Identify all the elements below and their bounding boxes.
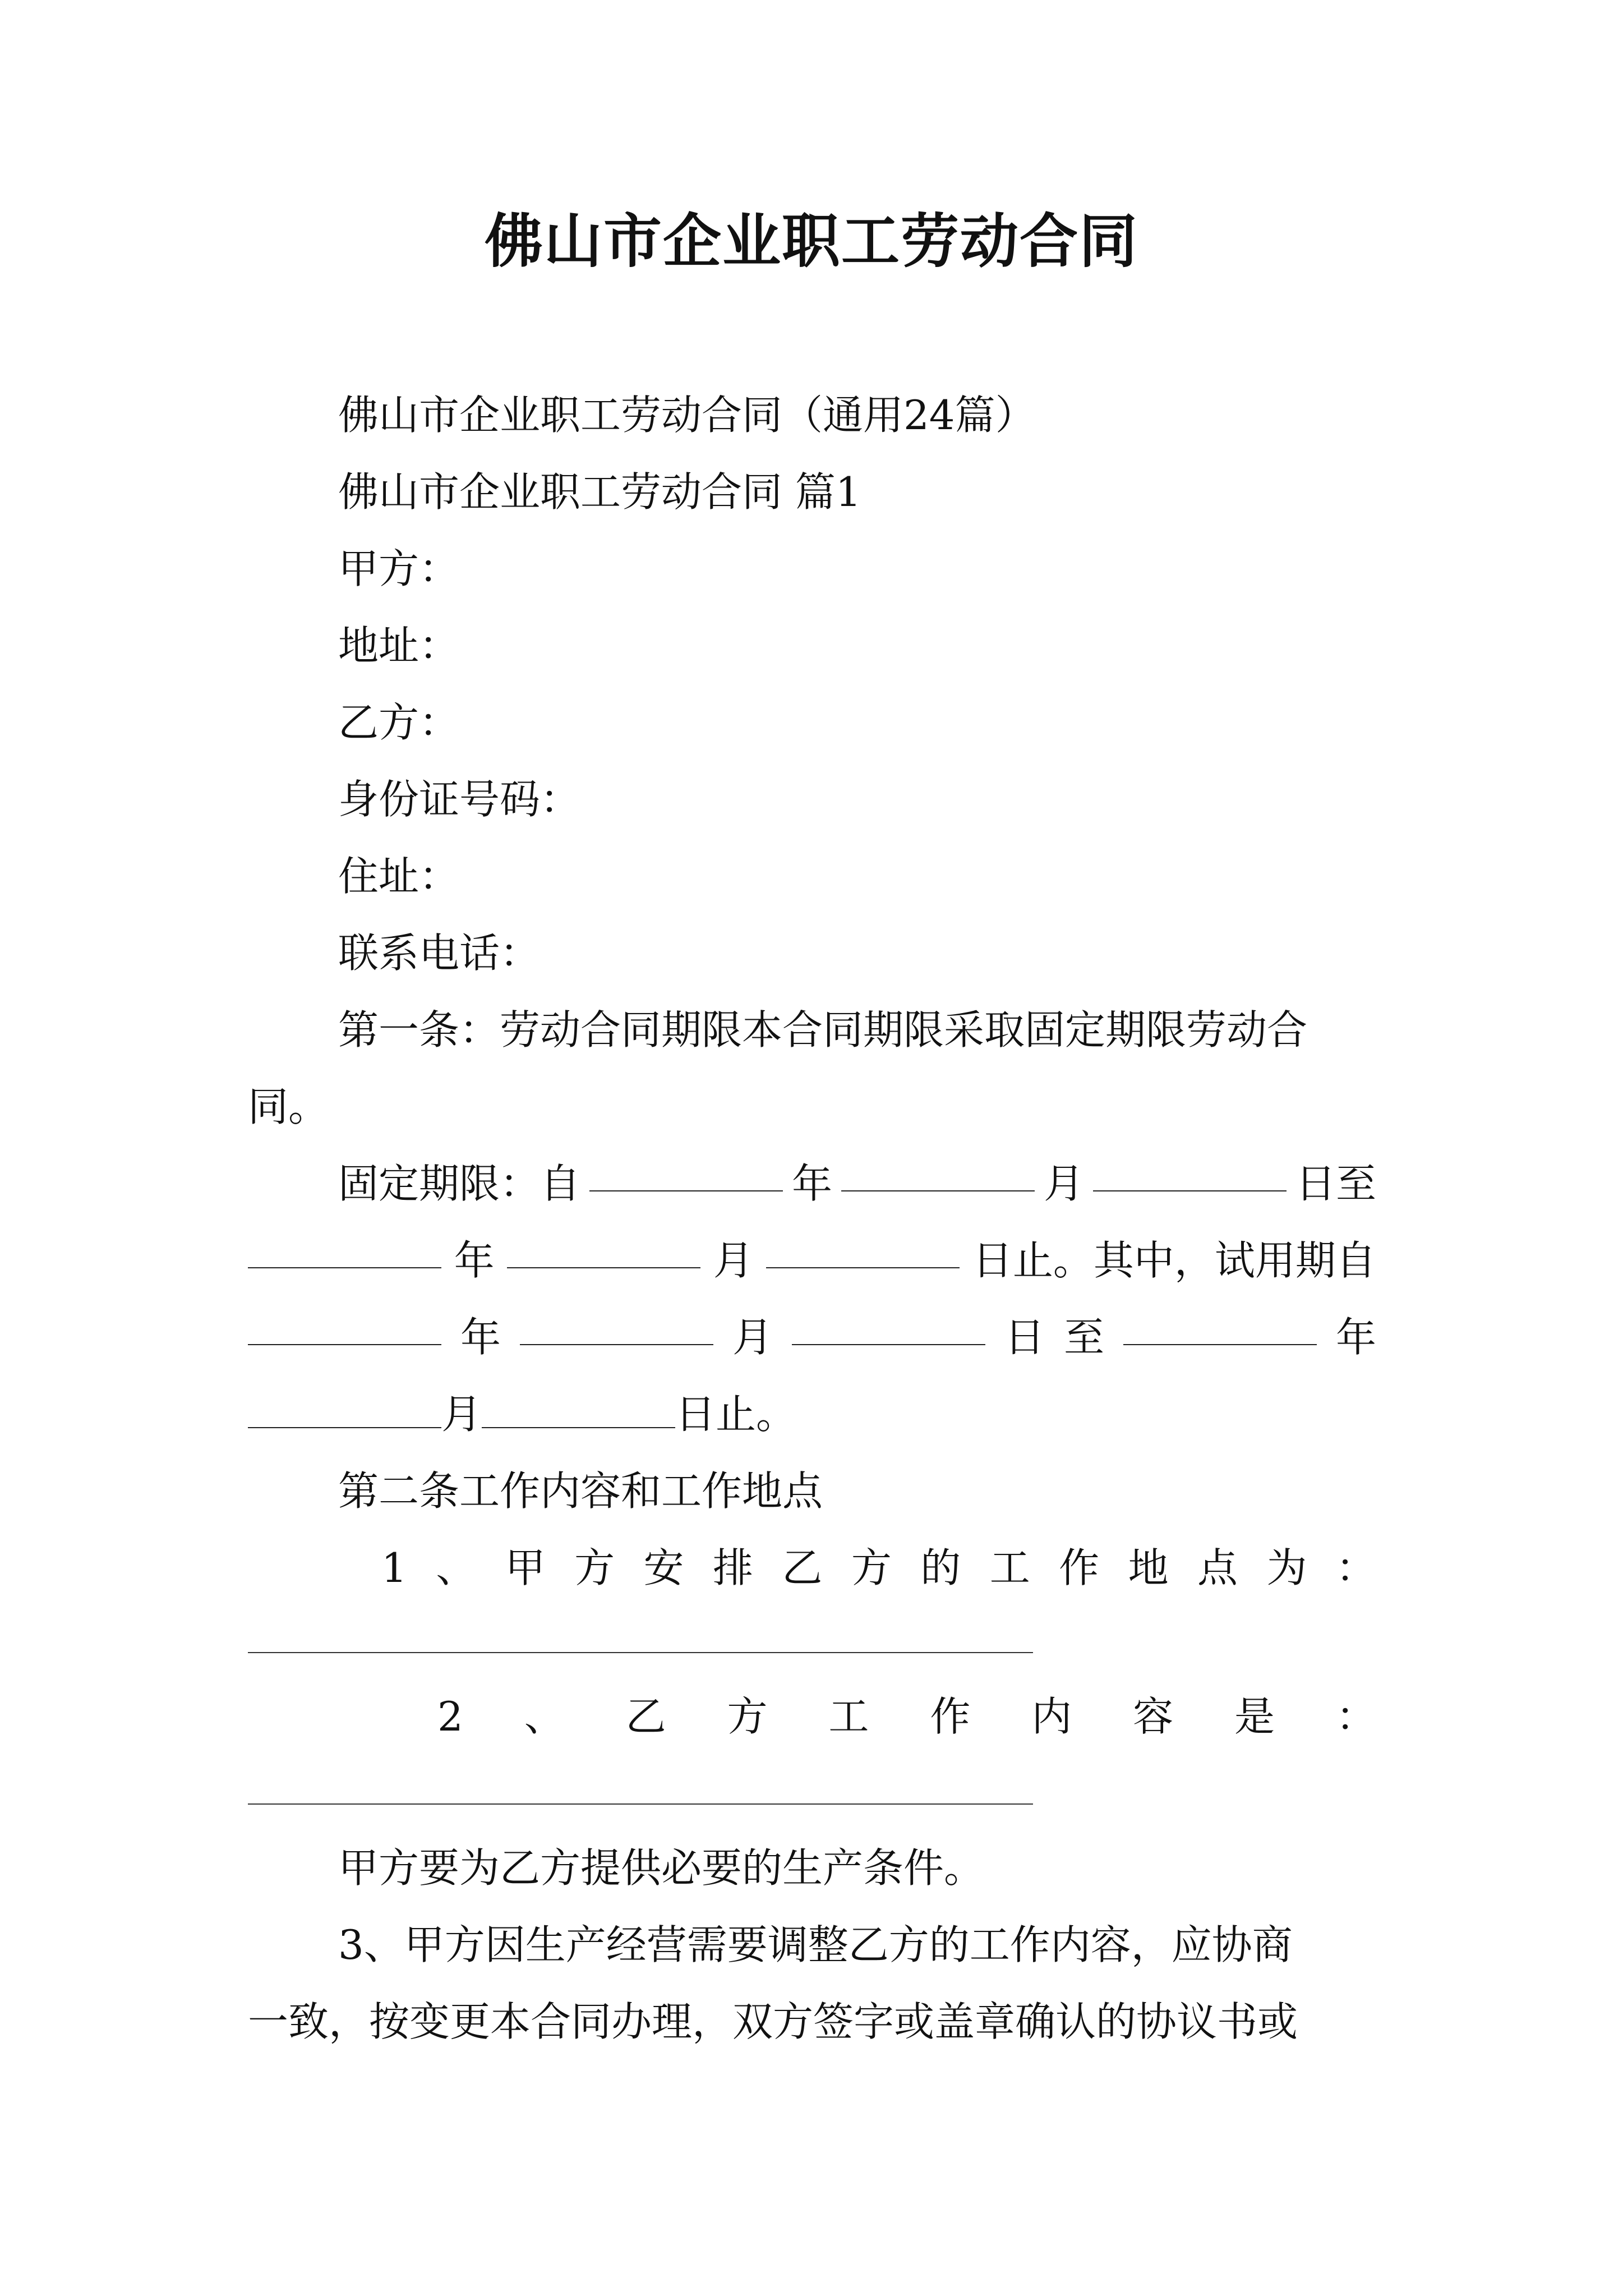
probation-end-day-blank [482, 1392, 675, 1428]
start-month-blank [841, 1156, 1035, 1191]
item2-char: 方 [727, 1693, 768, 1740]
subheading: 佛山市企业职工劳动合同 篇1 [338, 468, 861, 516]
item1-char: 、 [436, 1544, 477, 1591]
month-label: 月 [1043, 1160, 1084, 1207]
day-stop-label: 日止。 [675, 1391, 797, 1438]
year-label: 年 [1335, 1314, 1376, 1361]
item2-char: 、 [524, 1693, 565, 1740]
item1-char: 地 [1128, 1544, 1169, 1591]
item1-char: 1 [381, 1544, 407, 1591]
party-a-field: 甲方： [338, 545, 460, 592]
article2-item2 [437, 1688, 1376, 1745]
item3-line1: 3、甲方因生产经营需要调整乙方的工作内容，应协商 [338, 1921, 1293, 1968]
month-label: 月 [441, 1391, 482, 1438]
item1-char: 工 [989, 1544, 1030, 1591]
item1-char: ： [1335, 1544, 1376, 1591]
article2-item1 [381, 1540, 1376, 1596]
article1-line2: 同。 [248, 1083, 329, 1130]
heading: 佛山市企业职工劳动合同（通用24篇） [338, 392, 1036, 439]
phone-field: 联系电话： [338, 930, 541, 977]
probation-line1 [248, 1309, 1376, 1365]
day-to-label: 日至 [1295, 1160, 1376, 1207]
month-label: 月 [732, 1314, 773, 1361]
day-label: 日 [1004, 1314, 1045, 1361]
start-year-blank [589, 1156, 783, 1191]
item2-char: 是 [1234, 1693, 1275, 1740]
item1-char: 安 [643, 1544, 684, 1591]
item1-char: 的 [920, 1544, 961, 1591]
item1-char: 为 [1266, 1544, 1307, 1591]
probation-start-month-blank [520, 1309, 713, 1345]
year-label: 年 [791, 1160, 832, 1207]
probation-start-day-blank [792, 1309, 985, 1345]
item1-char: 甲 [505, 1544, 546, 1591]
address-field: 地址： [338, 622, 460, 669]
item2-char: 工 [828, 1693, 869, 1740]
month-label: 月 [713, 1237, 754, 1284]
probation-start-year-blank [248, 1309, 441, 1345]
fixed-term-line1 [338, 1156, 1376, 1212]
item2-char: 容 [1133, 1693, 1174, 1740]
item1-char: 方 [851, 1544, 892, 1591]
item2-char: 乙 [625, 1693, 666, 1740]
item2-char: 2 [437, 1693, 463, 1740]
residence-field: 住址： [338, 853, 460, 900]
document-title: 佛山市企业职工劳动合同 [484, 206, 1138, 275]
probation-label: 日止。其中，试用期自 [972, 1237, 1376, 1284]
provide-conditions: 甲方要为乙方提供必要的生产条件。 [338, 1844, 985, 1892]
item1-char: 乙 [782, 1544, 823, 1591]
year-label: 年 [460, 1314, 501, 1361]
start-day-blank [1093, 1156, 1287, 1191]
end-year-blank [248, 1232, 441, 1268]
item2-char: 作 [930, 1693, 971, 1740]
item1-char: 排 [712, 1544, 753, 1591]
item2-char: ： [1335, 1693, 1376, 1740]
probation-line2 [248, 1386, 1376, 1442]
article2-title: 第二条工作内容和工作地点 [338, 1467, 823, 1515]
item3-line2: 一致，按变更本合同办理，双方签字或盖章确认的协议书或 [248, 1998, 1298, 2045]
item2-underline [248, 1803, 1033, 1805]
item1-char: 作 [1059, 1544, 1100, 1591]
party-b-field: 乙方： [338, 699, 460, 746]
article1-line1: 第一条：劳动合同期限本合同期限采取固定期限劳动合 [338, 1006, 1308, 1053]
item1-char: 方 [574, 1544, 615, 1591]
end-day-blank [766, 1232, 960, 1268]
year-label: 年 [454, 1237, 495, 1284]
to-label: 至 [1063, 1314, 1104, 1361]
fixed-term-line2 [248, 1232, 1376, 1289]
item2-char: 内 [1031, 1693, 1072, 1740]
end-month-blank [507, 1232, 700, 1268]
item1-underline [248, 1652, 1033, 1653]
fixed-term-label: 固定期限：自 [338, 1160, 581, 1207]
probation-end-month-blank [248, 1392, 441, 1428]
item1-char: 点 [1197, 1544, 1238, 1591]
probation-end-year-blank [1123, 1309, 1317, 1345]
id-number-field: 身份证号码： [338, 776, 581, 823]
